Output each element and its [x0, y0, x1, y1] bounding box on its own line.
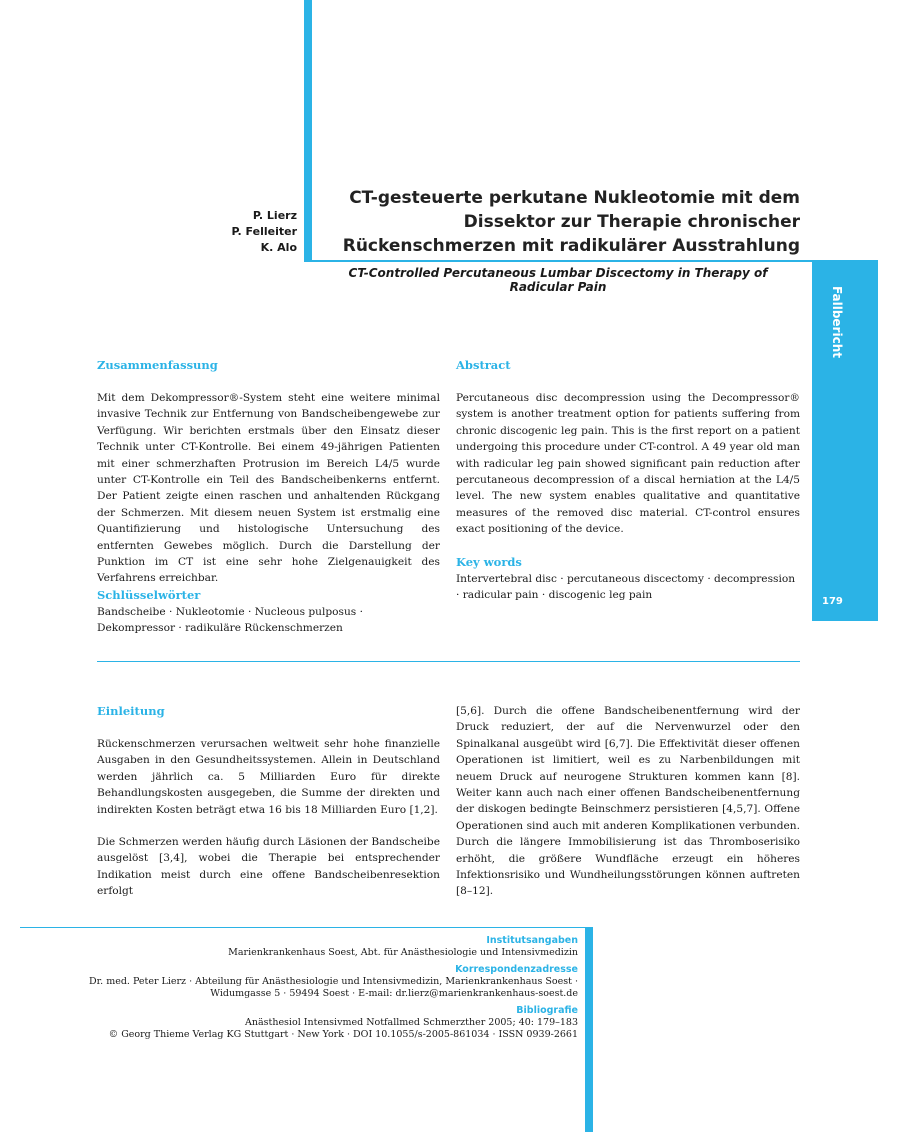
zusammenfassung-text: Mit dem Dekompressor®-System steht eine weitere minimal invasive Technik zur Entfernung von Bandscheibengewebe zur Verfügung. Wir berichten erstmals über den Einsatz dieser Technik unter CT-Kontrolle. Bei einem 49-jährigen Patienten mit einer schmerzhaften Protrusion im Bereich L4/5 wurde unter CT-Kontrolle ein Teil des Bandscheibenkerns entfernt. Der Patient zeigte einen raschen und anhaltenden Rückgang der Schmerzen. Mit diesem neuen System ist erstmalig eine Quantifizierung und histologische Untersuchung des entfernten Gewebes möglich. Durch die Darstellung der Punktion im CT ist eine sehr hohe Zielgenauigkeit des Verfahrens erreichbar. — [97, 392, 440, 585]
author-name: P. Lierz — [252, 209, 297, 222]
institution-text: Marienkrankenhaus Soest, Abt. für Anästhesiologie und Intensivmedizin — [228, 947, 578, 958]
bibliography-text: © Georg Thieme Verlag KG Stuttgart · New York · DOI 10.1055/s-2005-861034 · ISSN 0939-2661 — [108, 1029, 578, 1040]
article-title: CT-gesteuerte perkutane Nukleotomie mit dem Dissektor zur Therapie chronischer Rückenschmerzen mit radikulärer Ausstrahlung — [342, 188, 800, 256]
footer-divider — [20, 927, 585, 928]
schluesselwoerter-text: Bandscheibe · Nukleotomie · Nucleous pulposus · Dekompressor · radikuläre Rückenschmerzen — [97, 606, 363, 635]
einleitung-heading: Einleitung — [97, 704, 165, 718]
author-name: K. Alo — [260, 241, 297, 254]
key-words-text: Intervertebral disc · percutaneous discectomy · decompression · radicular pain · discogenic leg pain — [456, 573, 796, 602]
accent-bar-bottom — [585, 927, 593, 1132]
key-words-heading: Key words — [456, 555, 522, 569]
section-tab-label: Fallbericht — [830, 286, 844, 358]
einleitung-paragraph: [5,6]. Durch die offene Bandscheibenentfernung wird der Druck reduziert, der auf die Nervenwurzel oder den Spinalkanal ausgeübt wird [6,7]. Die Effektivität dieser offenen Operationen ist limitiert, weil es zu Narbenbildungen mit neuem Druck auf neurogene Strukturen kommen kann [8]. Weiter kann auch nach einer offenen Bandscheibenentfernung der diskogen bedingte Beinschmerz persistieren [4,5,7]. Offene Operationen sind auch mit anderen Komplikationen verbunden. Durch die längere Immobilisierung ist das Thromboserisiko erhöht, die größere Wundfläche erzeugt ein höheres Infektionsrisiko und Wundheilungsstörungen können auftreten [8–12]. — [456, 705, 800, 898]
article-subtitle: CT-Controlled Percutaneous Lumbar Discectomy in Therapy of Radicular Pain — [348, 266, 768, 294]
author-name: P. Felleiter — [231, 225, 297, 238]
abstract-divider — [97, 661, 800, 662]
correspondence-text: Widumgasse 5 · 59494 Soest · E-mail: dr.lierz@marienkrankenhaus-soest.de — [210, 988, 578, 999]
bibliography-text: Anästhesiol Intensivmed Notfallmed Schmerzther 2005; 40: 179–183 — [244, 1017, 578, 1028]
accent-bar-top — [304, 0, 312, 262]
abstract-text: Percutaneous disc decompression using the Decompressor® system is another treatment option for patients suffering from chronic discogenic leg pain. This is the first report on a patient undergoing this procedure under CT-control. A 49 year old man with radicular leg pain showed significant pain reduction after percutaneous decompression of a discal herniation at the L4/5 level. The new system enables qualitative and quantitative measures of the removed disc material. CT-control ensures exact positioning of the device. — [456, 392, 800, 536]
schluesselwoerter-heading: Schlüsselwörter — [97, 588, 201, 602]
title-divider — [312, 260, 878, 262]
article-info — [40, 935, 578, 1046]
zusammenfassung-heading: Zusammenfassung — [97, 358, 218, 372]
author-list — [200, 208, 297, 256]
bibliography-heading: Bibliografie — [516, 1005, 578, 1016]
einleitung-paragraph: Rückenschmerzen verursachen weltweit sehr hohe finanzielle Ausgaben in den Gesundheitssystemen. Allein in Deutschland werden jährlich ca. 5 Milliarden Euro für direkte Behandlungskosten ausgegeben, die Summe der direkten und indirekten Kosten beträgt etwa 16 bis 18 Milliarden Euro [1,2]. — [97, 738, 440, 816]
einleitung-paragraph: Die Schmerzen werden häufig durch Läsionen der Bandscheibe ausgelöst [3,4], wobei die Therapie bei entsprechender Indikation meist durch eine offene Bandscheibenresektion erfolgt — [97, 836, 440, 898]
correspondence-heading: Korrespondenzadresse — [455, 964, 578, 975]
abstract-heading: Abstract — [456, 358, 511, 372]
correspondence-text: Dr. med. Peter Lierz · Abteilung für Anästhesiologie und Intensivmedizin, Marienkrankenhaus Soest · — [89, 976, 578, 987]
page-number: 179 — [822, 596, 843, 607]
institution-heading: Institutsangaben — [486, 935, 578, 946]
